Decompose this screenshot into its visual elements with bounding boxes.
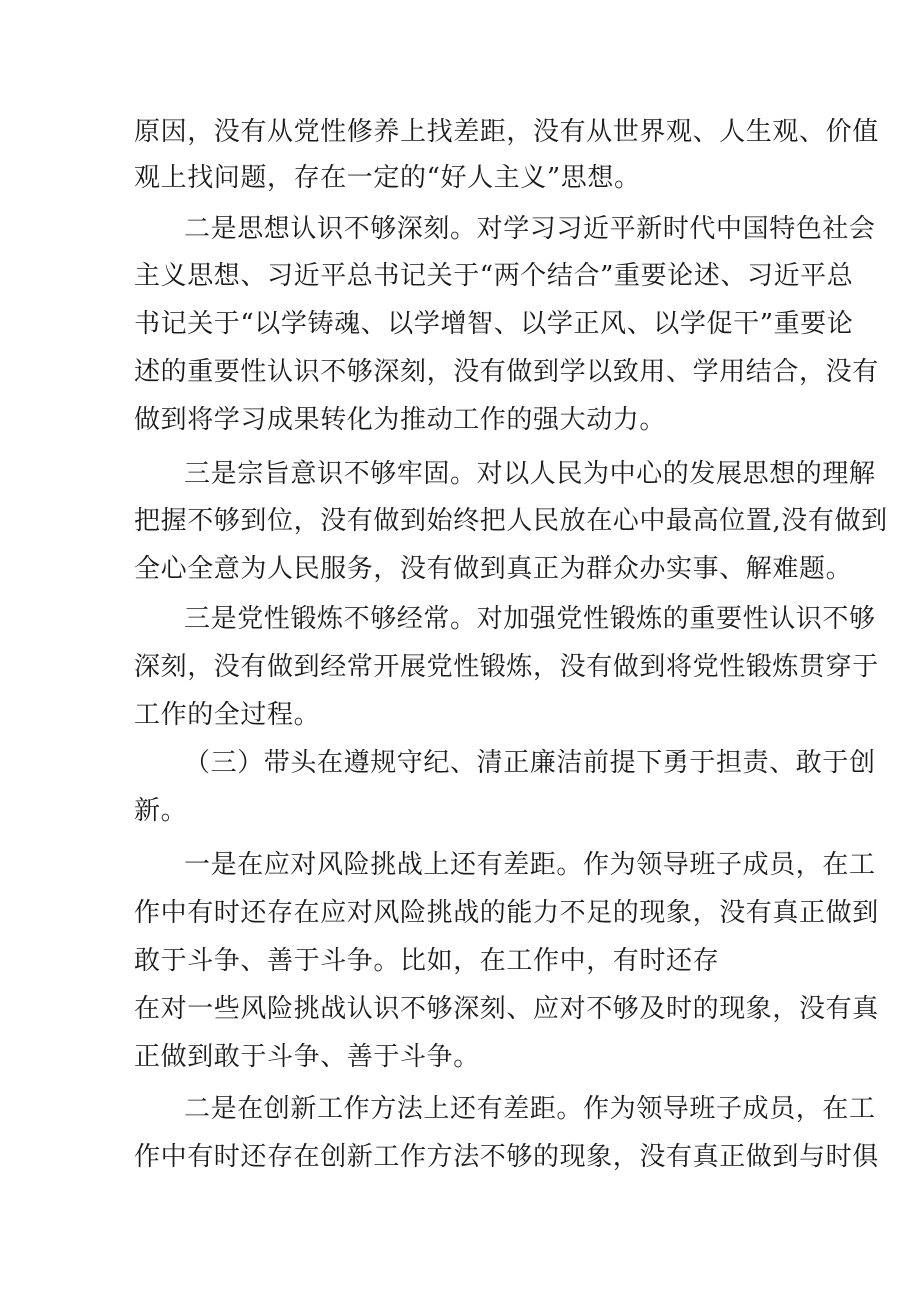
text-line: 工作的全过程。 [134, 700, 321, 730]
text-line: 述的重要性认识不够深刻，没有做到学以致用、学用结合，没有 [134, 357, 879, 387]
text-line: 作中有时还存在应对风险挑战的能力不足的现象，没有真正做到 [134, 898, 879, 928]
text-line: 深刻，没有做到经常开展党性锻炼，没有做到将党性锻炼贯穿于 [134, 652, 879, 682]
text-line: 在对一些风险挑战认识不够深刻、应对不够及时的现象，没有真 [134, 994, 879, 1024]
text-line: 二是思想认识不够深刻。对学习习近平新时代中国特色社会 [184, 214, 876, 244]
text-line: 正做到敢于斗争、善于斗争。 [134, 1042, 480, 1072]
text-line: 全心全意为人民服务，没有做到真正为群众办实事、解难题。 [134, 554, 853, 584]
text-line: 作中有时还存在创新工作方法不够的现象，没有真正做到与时俱 [134, 1142, 879, 1172]
section-heading: （三）带头在遵规守纪、清正廉洁前提下勇于担责、敢于创 [184, 748, 876, 778]
text-line: 观上找问题，存在一定的“好人主义”思想。 [134, 163, 641, 193]
text-line: 三是党性锻炼不够经常。对加强党性锻炼的重要性认识不够 [184, 604, 876, 634]
text-line: 原因，没有从党性修养上找差距，没有从世界观、人生观、价值 [134, 117, 879, 147]
text-line: 二是在创新工作方法上还有差距。作为领导班子成员，在工 [184, 1094, 876, 1124]
text-line: 三是宗旨意识不够牢固。对以人民为中心的发展思想的理解 [184, 459, 876, 489]
text-line: 新。 [134, 796, 188, 826]
text-line: 敢于斗争、善于斗争。比如，在工作中，有时还存 [134, 946, 720, 976]
text-line: 书记关于“以学铸魂、以学增智、以学正风、以学促干”重要论 [134, 309, 854, 339]
text-line: 主义思想、习近平总书记关于“两个结合”重要论述、习近平总 [134, 261, 854, 291]
text-line: 把握不够到位，没有做到始终把人民放在心中最高位置,没有做到 [134, 506, 888, 536]
text-line: 做到将学习成果转化为推动工作的强大动力。 [134, 405, 667, 435]
text-line: 一是在应对风险挑战上还有差距。作为领导班子成员，在工 [184, 850, 876, 880]
